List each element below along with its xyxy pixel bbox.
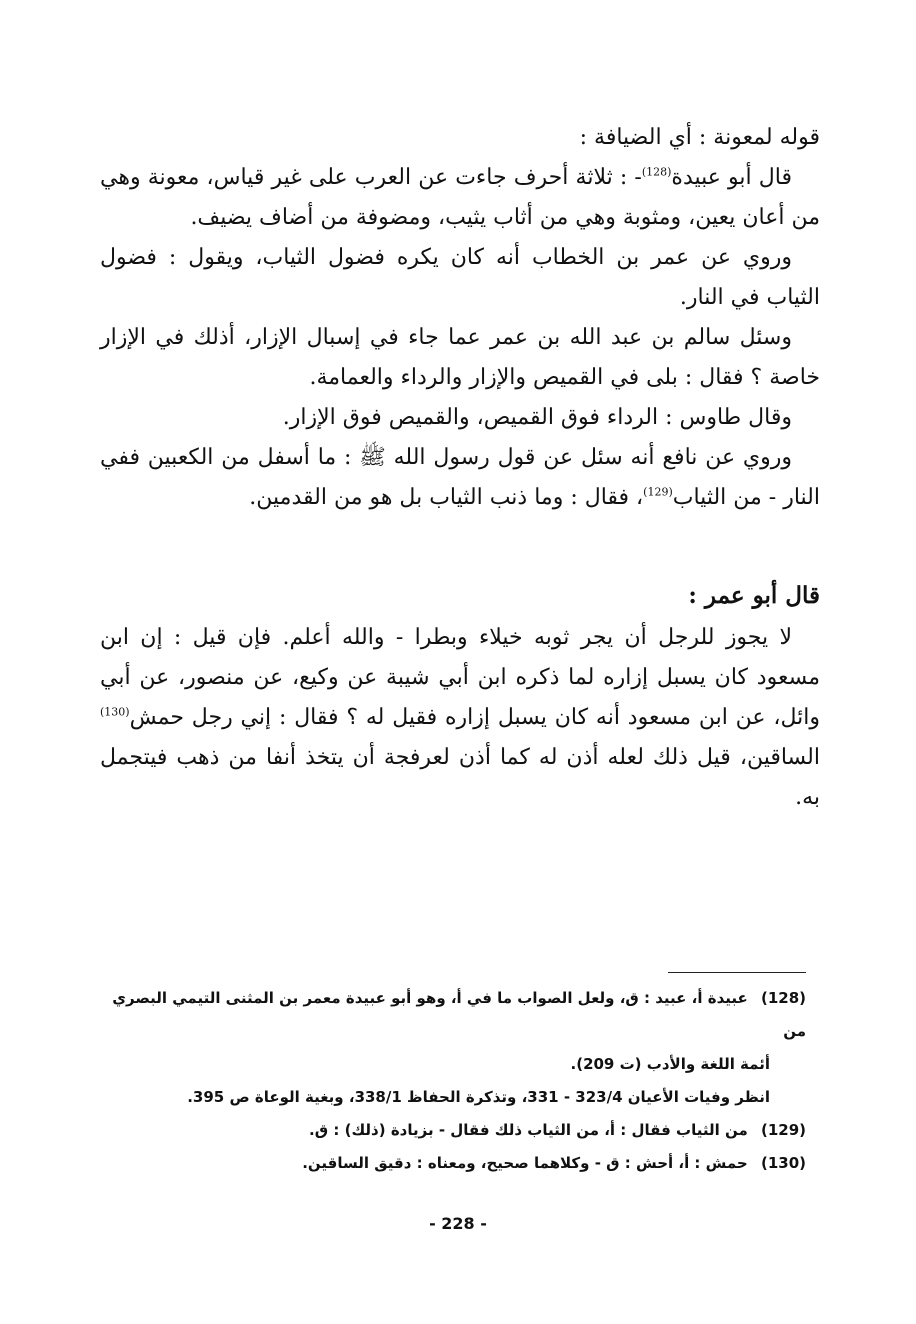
footnote-128-continuation-1: أئمة اللغة والأدب (ت 209). — [570, 1055, 770, 1073]
paragraph-3-text: وروي عن عمر بن الخطاب أنه كان يكره فضول الثياب، ويقول : فضول الثياب في النار. — [100, 245, 820, 310]
footnote-text: حمش : أ، أحش : ق - وكلاهما صحيح، ومعناه : دقيق الساقين. — [302, 1154, 748, 1172]
section-heading: قال أبو عمر : — [688, 582, 820, 609]
footnotes — [100, 982, 806, 1180]
paragraph-7-text-b: الساقين، قيل ذلك لعله أذن له كما أذن لعرفجة أن يتخذ أنفا من ذهب فيتجمل به. — [100, 745, 820, 810]
paragraph-6-text-b: ، فقال : وما ذنب الثياب بل هو من القدمين. — [249, 485, 644, 510]
footnote-text: من الثياب فقال : أ، من الثياب ذلك فقال - بزيادة (ذلك) : ق. — [309, 1121, 748, 1139]
paragraph-1 — [100, 118, 820, 158]
main-text — [100, 118, 820, 818]
footnote-ref-129[interactable]: (129) — [643, 485, 673, 499]
paragraph-7-text-a: لا يجوز للرجل أن يجر ثوبه خيلاء وبطرا - والله أعلم. فإن قيل : إن ابن مسعود كان يسبل إزاره لما ذكره ابن أبي شيبة عن وكيع، عن منصور، عن أبي وائل، عن ابن مسعود أنه كان يسبل إزاره فقيل له ؟ فقال : إني رجل حمش — [100, 625, 820, 730]
paragraph-2-text-a: قال أبو عبيدة — [671, 165, 792, 190]
paragraph-6 — [100, 438, 820, 518]
paragraph-1-text: قوله لمعونة : أي الضيافة : — [579, 125, 820, 150]
page-number: - 228 - — [429, 1214, 487, 1233]
paragraph-2-text-b: - : ثلاثة أحرف جاءت عن العرب على غير قياس، معونة وهي من أعان يعين، ومثوبة وهي من أثاب يثيب، ومضوفة من أضاف يضيف. — [100, 165, 820, 230]
paragraph-5 — [100, 398, 820, 438]
footnote-ref-130[interactable]: (130) — [100, 705, 130, 719]
paragraph-4-text: وسئل سالم بن عبد الله بن عمر عما جاء في إسبال الإزار، أذلك في الإزار خاصة ؟ فقال : بلى في القميص والإزار والرداء والعمامة. — [100, 325, 820, 390]
paragraph-4 — [100, 318, 820, 398]
paragraph-3 — [100, 238, 820, 318]
paragraph-7 — [100, 618, 820, 818]
footnote-128 — [100, 982, 806, 1048]
footnote-separator — [668, 972, 806, 973]
footnote-128-continuation-2: انظر وفيات الأعيان 323/4 - 331، وتذكرة الحفاظ 338/1، وبغية الوعاة ص 395. — [187, 1088, 770, 1106]
footnote-ref-128[interactable]: (128) — [641, 165, 672, 179]
paragraph-6-text-a: وروي عن نافع أنه سئل عن قول رسول الله ﷺ : ما أسفل من الكعبين ففي النار - من الثياب — [100, 445, 820, 510]
footnote-129 — [100, 1114, 806, 1147]
footnote-number: (128) — [760, 989, 806, 1007]
paragraph-2 — [100, 158, 820, 238]
paragraph-5-text: وقال طاوس : الرداء فوق القميص، والقميص فوق الإزار. — [282, 405, 792, 430]
footnote-130 — [100, 1147, 806, 1180]
footnote-number: (129) — [760, 1121, 806, 1139]
footnote-number: (130) — [760, 1154, 806, 1172]
footnote-text: عبيدة أ، عبيد : ق، ولعل الصواب ما في أ، وهو أبو عبيدة معمر بن المثنى التيمي البصري من — [112, 989, 806, 1040]
